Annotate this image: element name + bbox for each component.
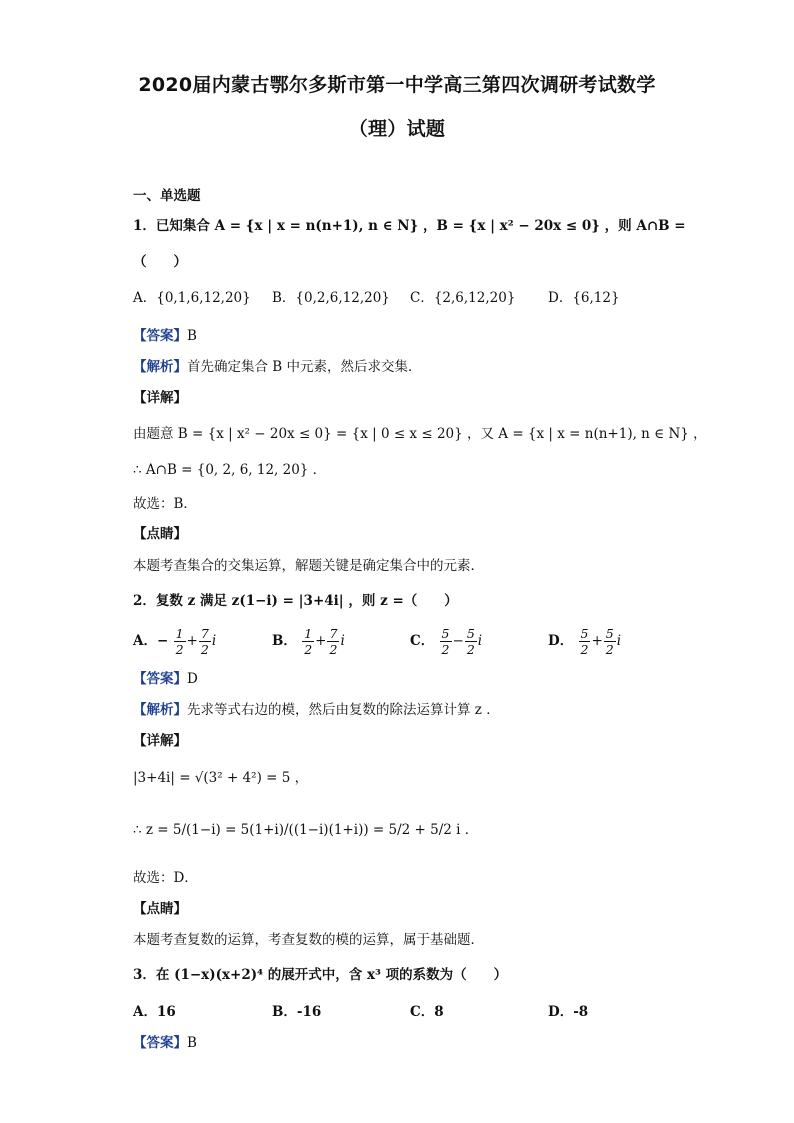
page-subtitle: （理）试题 <box>348 118 446 140</box>
q1-comment-tag: 【点睛】 <box>133 526 187 542</box>
answer-value: D <box>187 671 198 687</box>
q2-option-d: D． $\frac{5}{2}$ + $\frac{5}{2}$ i <box>548 626 622 657</box>
fraction: $\frac{5}{2}$ <box>441 626 450 657</box>
q1-option-b: B．{0,2,6,12,20} <box>272 290 390 306</box>
analysis-tag: 【解析】 <box>133 359 187 375</box>
q1-option-d: D．{6,12} <box>548 290 620 306</box>
q2-comment: 本题考查复数的运算，考查复数的模的运算，属于基础题． <box>133 932 484 948</box>
fraction: $\frac{1}{2}$ <box>304 626 313 657</box>
q2-option-b: B． $\frac{1}{2}$ + $\frac{7}{2}$ i <box>272 626 345 657</box>
fraction: $\frac{5}{2}$ <box>605 626 614 657</box>
q1-answer <box>133 326 197 346</box>
q2-stem: 2．复数 z 满足 z(1−i) = |3+4i| ，则 z =（ ） <box>133 593 458 609</box>
q1-option-c: C．{2,6,12,20} <box>410 290 516 306</box>
analysis-text: 首先确定集合 B 中元素，然后求交集． <box>187 359 422 375</box>
section-heading: 一、单选题 <box>133 188 201 204</box>
analysis-text: 先求等式右边的模，然后由复数的除法运算计算 z ． <box>187 702 500 718</box>
q3-option-c: C．8 <box>410 1004 444 1020</box>
q3-option-d: D．-8 <box>548 1004 589 1020</box>
q2-detail-tag: 【详解】 <box>133 733 187 749</box>
fraction: $\frac{7}{2}$ <box>200 626 209 657</box>
answer-value: B <box>187 328 197 344</box>
fraction: $\frac{5}{2}$ <box>580 626 589 657</box>
q2-analysis <box>133 700 500 720</box>
q3-answer <box>133 1033 197 1053</box>
q2-choose: 故选：D． <box>133 870 198 886</box>
q2-step-1: |3+4i| = √(3² + 4²) = 5 ， <box>133 770 309 786</box>
q1-stem: 1．已知集合 A = {x | x = n(n+1), n ∈ N} ，B = {x | x² − 20x ≤ 0} ，则 A∩B = <box>133 218 686 234</box>
option-label: C． <box>410 633 435 649</box>
q1-paren: （ ） <box>133 254 187 270</box>
q2-option-a: A．− $\frac{1}{2}$ + $\frac{7}{2}$ i <box>133 626 217 657</box>
q1-comment: 本题考查集合的交集运算，解题关键是确定集合中的元素． <box>133 558 484 574</box>
q1-detail-tag: 【详解】 <box>133 390 187 406</box>
answer-tag: 【答案】 <box>133 671 187 687</box>
fraction: $\frac{5}{2}$ <box>466 626 475 657</box>
answer-tag: 【答案】 <box>133 328 187 344</box>
q1-option-a: A．{0,1,6,12,20} <box>133 290 251 306</box>
q1-choose: 故选：B． <box>133 496 197 512</box>
q1-step-1: 由题意 B = {x | x² − 20x ≤ 0} = {x | 0 ≤ x ≤ 20} ，又 A = {x | x = n(n+1), n ∈ N} ， <box>133 426 707 442</box>
q1-analysis <box>133 357 422 377</box>
q2-option-c: C． $\frac{5}{2}$ − $\frac{5}{2}$ i <box>410 626 483 657</box>
q3-stem: 3．在 (1−x)(x+2)⁴ 的展开式中，含 x³ 项的系数为（ ） <box>133 967 508 983</box>
analysis-tag: 【解析】 <box>133 702 187 718</box>
q3-option-a: A．16 <box>133 1004 176 1020</box>
answer-value: B <box>187 1035 197 1051</box>
option-label: A．− <box>133 633 169 649</box>
q1-step-2: ∴ A∩B = {0, 2, 6, 12, 20} ． <box>133 462 327 478</box>
fraction: $\frac{1}{2}$ <box>175 626 184 657</box>
q2-answer <box>133 669 198 689</box>
fraction: $\frac{7}{2}$ <box>329 626 338 657</box>
answer-tag: 【答案】 <box>133 1035 187 1051</box>
page-title: 2020届内蒙古鄂尔多斯市第一中学高三第四次调研考试数学 <box>138 74 656 96</box>
q2-step-2: ∴ z = 5/(1−i) = 5(1+i)/((1−i)(1+i)) = 5/2 + 5/2 i ． <box>133 822 479 838</box>
q3-option-b: B．-16 <box>272 1004 322 1020</box>
option-label: D． <box>548 633 574 649</box>
option-label: B． <box>272 633 297 649</box>
q2-comment-tag: 【点睛】 <box>133 901 187 917</box>
